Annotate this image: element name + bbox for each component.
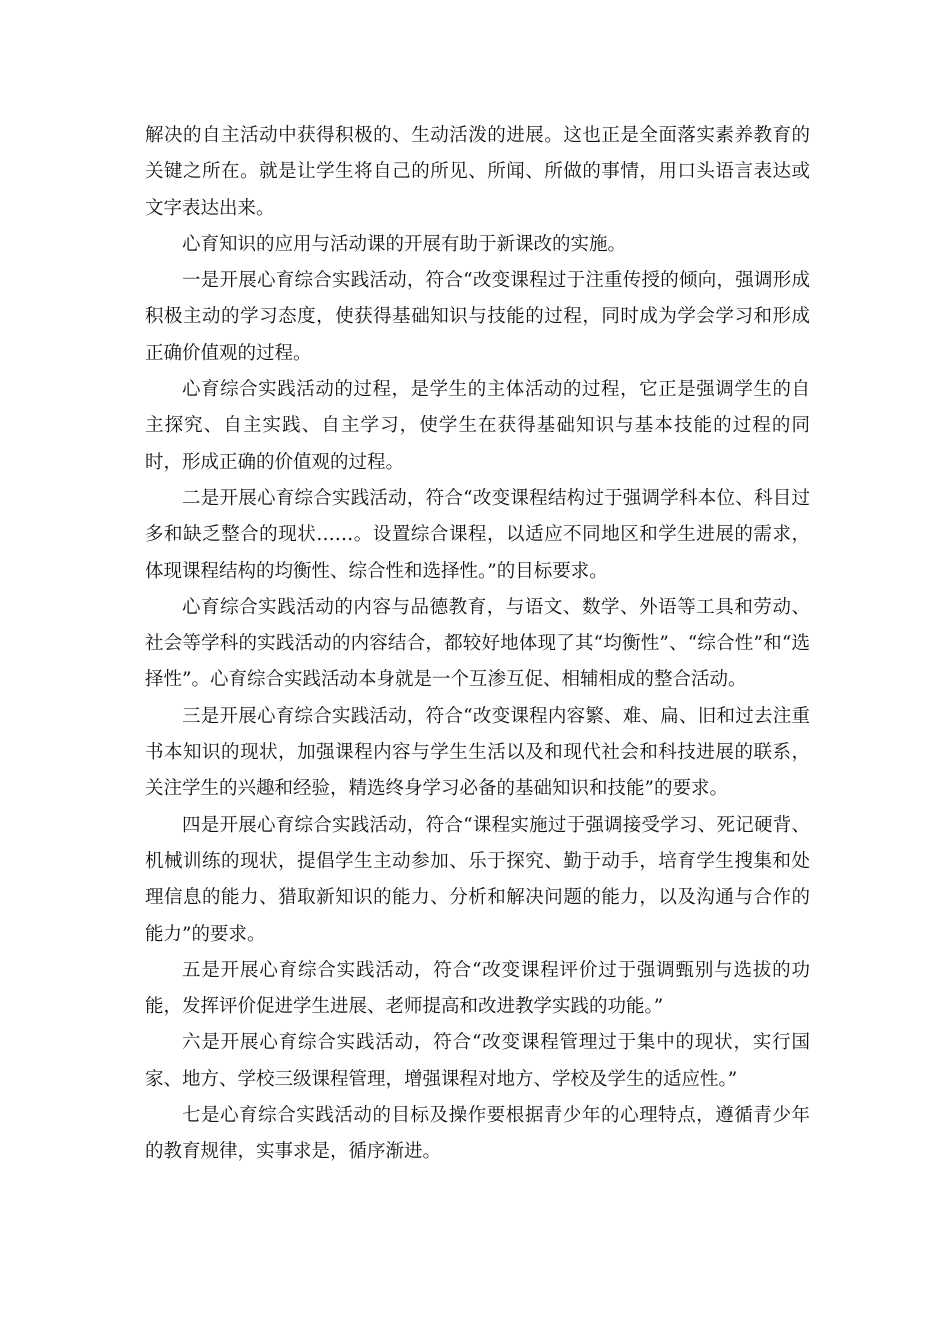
paragraph-3: 一是开展心育综合实践活动，符合“改变课程过于注重传授的倾向，强调形成积极主动的学习态度，使获得基础知识与技能的过程，同时成为学会学习和形成正确价值观的过程。 [145,270,810,364]
paragraph-8: 四是开展心育综合实践活动，符合“课程实施过于强调接受学习、死记硬背、机械训练的现状，提倡学生主动参加、乐于探究、勤于动手，培育学生搜集和处理信息的能力、猎取新知识的能力、分析和解决问题的能力，以及沟通与合作的能力”的要求。 [145,814,810,945]
paragraph-2: 心育知识的应用与活动课的开展有助于新课改的实施。 [182,233,627,255]
paragraph-4: 心育综合实践活动的过程，是学生的主体活动的过程，它正是强调学生的自主探究、自主实践、自主学习，使学生在获得基础知识与基本技能的过程的同时，形成正确的价值观的过程。 [145,379,810,473]
paragraph-9: 五是开展心育综合实践活动，符合“改变课程评价过于强调甄别与选拔的功能，发挥评价促进学生进展、老师提高和改进教学实践的功能。” [145,959,810,1018]
paragraph-5: 二是开展心育综合实践活动，符合“改变课程结构过于强调学科本位、科目过多和缺乏整合的现状……。设置综合课程，以适应不同地区和学生进展的需求，体现课程结构的均衡性、综合性和选择性。”的目标要求。 [145,487,810,582]
paragraph-11: 七是心育综合实践活动的目标及操作要根据青少年的心理特点，遵循青少年的教育规律，实事求是，循序渐进。 [145,1105,810,1163]
paragraph-1: 解决的自主活动中获得积极的、生动活泼的进展。这也正是全面落实素养教育的关键之所在。就是让学生将自己的所见、所闻、所做的事情，用口头语言表达或文字表达出来。 [145,125,810,219]
paragraph-6: 心育综合实践活动的内容与品德教育，与语文、数学、外语等工具和劳动、社会等学科的实践活动的内容结合，都较好地体现了其“均衡性”、“综合性”和“选择性”。心育综合实践活动本身就是一个互渗互促、相辅相成的整合活动。 [145,596,810,691]
paragraph-7: 三是开展心育综合实践活动，符合“改变课程内容繁、难、扁、旧和过去注重书本知识的现状，加强课程内容与学生生活以及和现代社会和科技进展的联系，关注学生的兴趣和经验，精选终身学习必备的基础知识和技能”的要求。 [145,705,810,800]
document-body [145,118,810,1171]
paragraph-10: 六是开展心育综合实践活动，符合“改变课程管理过于集中的现状，实行国家、地方、学校三级课程管理，增强课程对地方、学校及学生的适应性。” [145,1032,810,1090]
